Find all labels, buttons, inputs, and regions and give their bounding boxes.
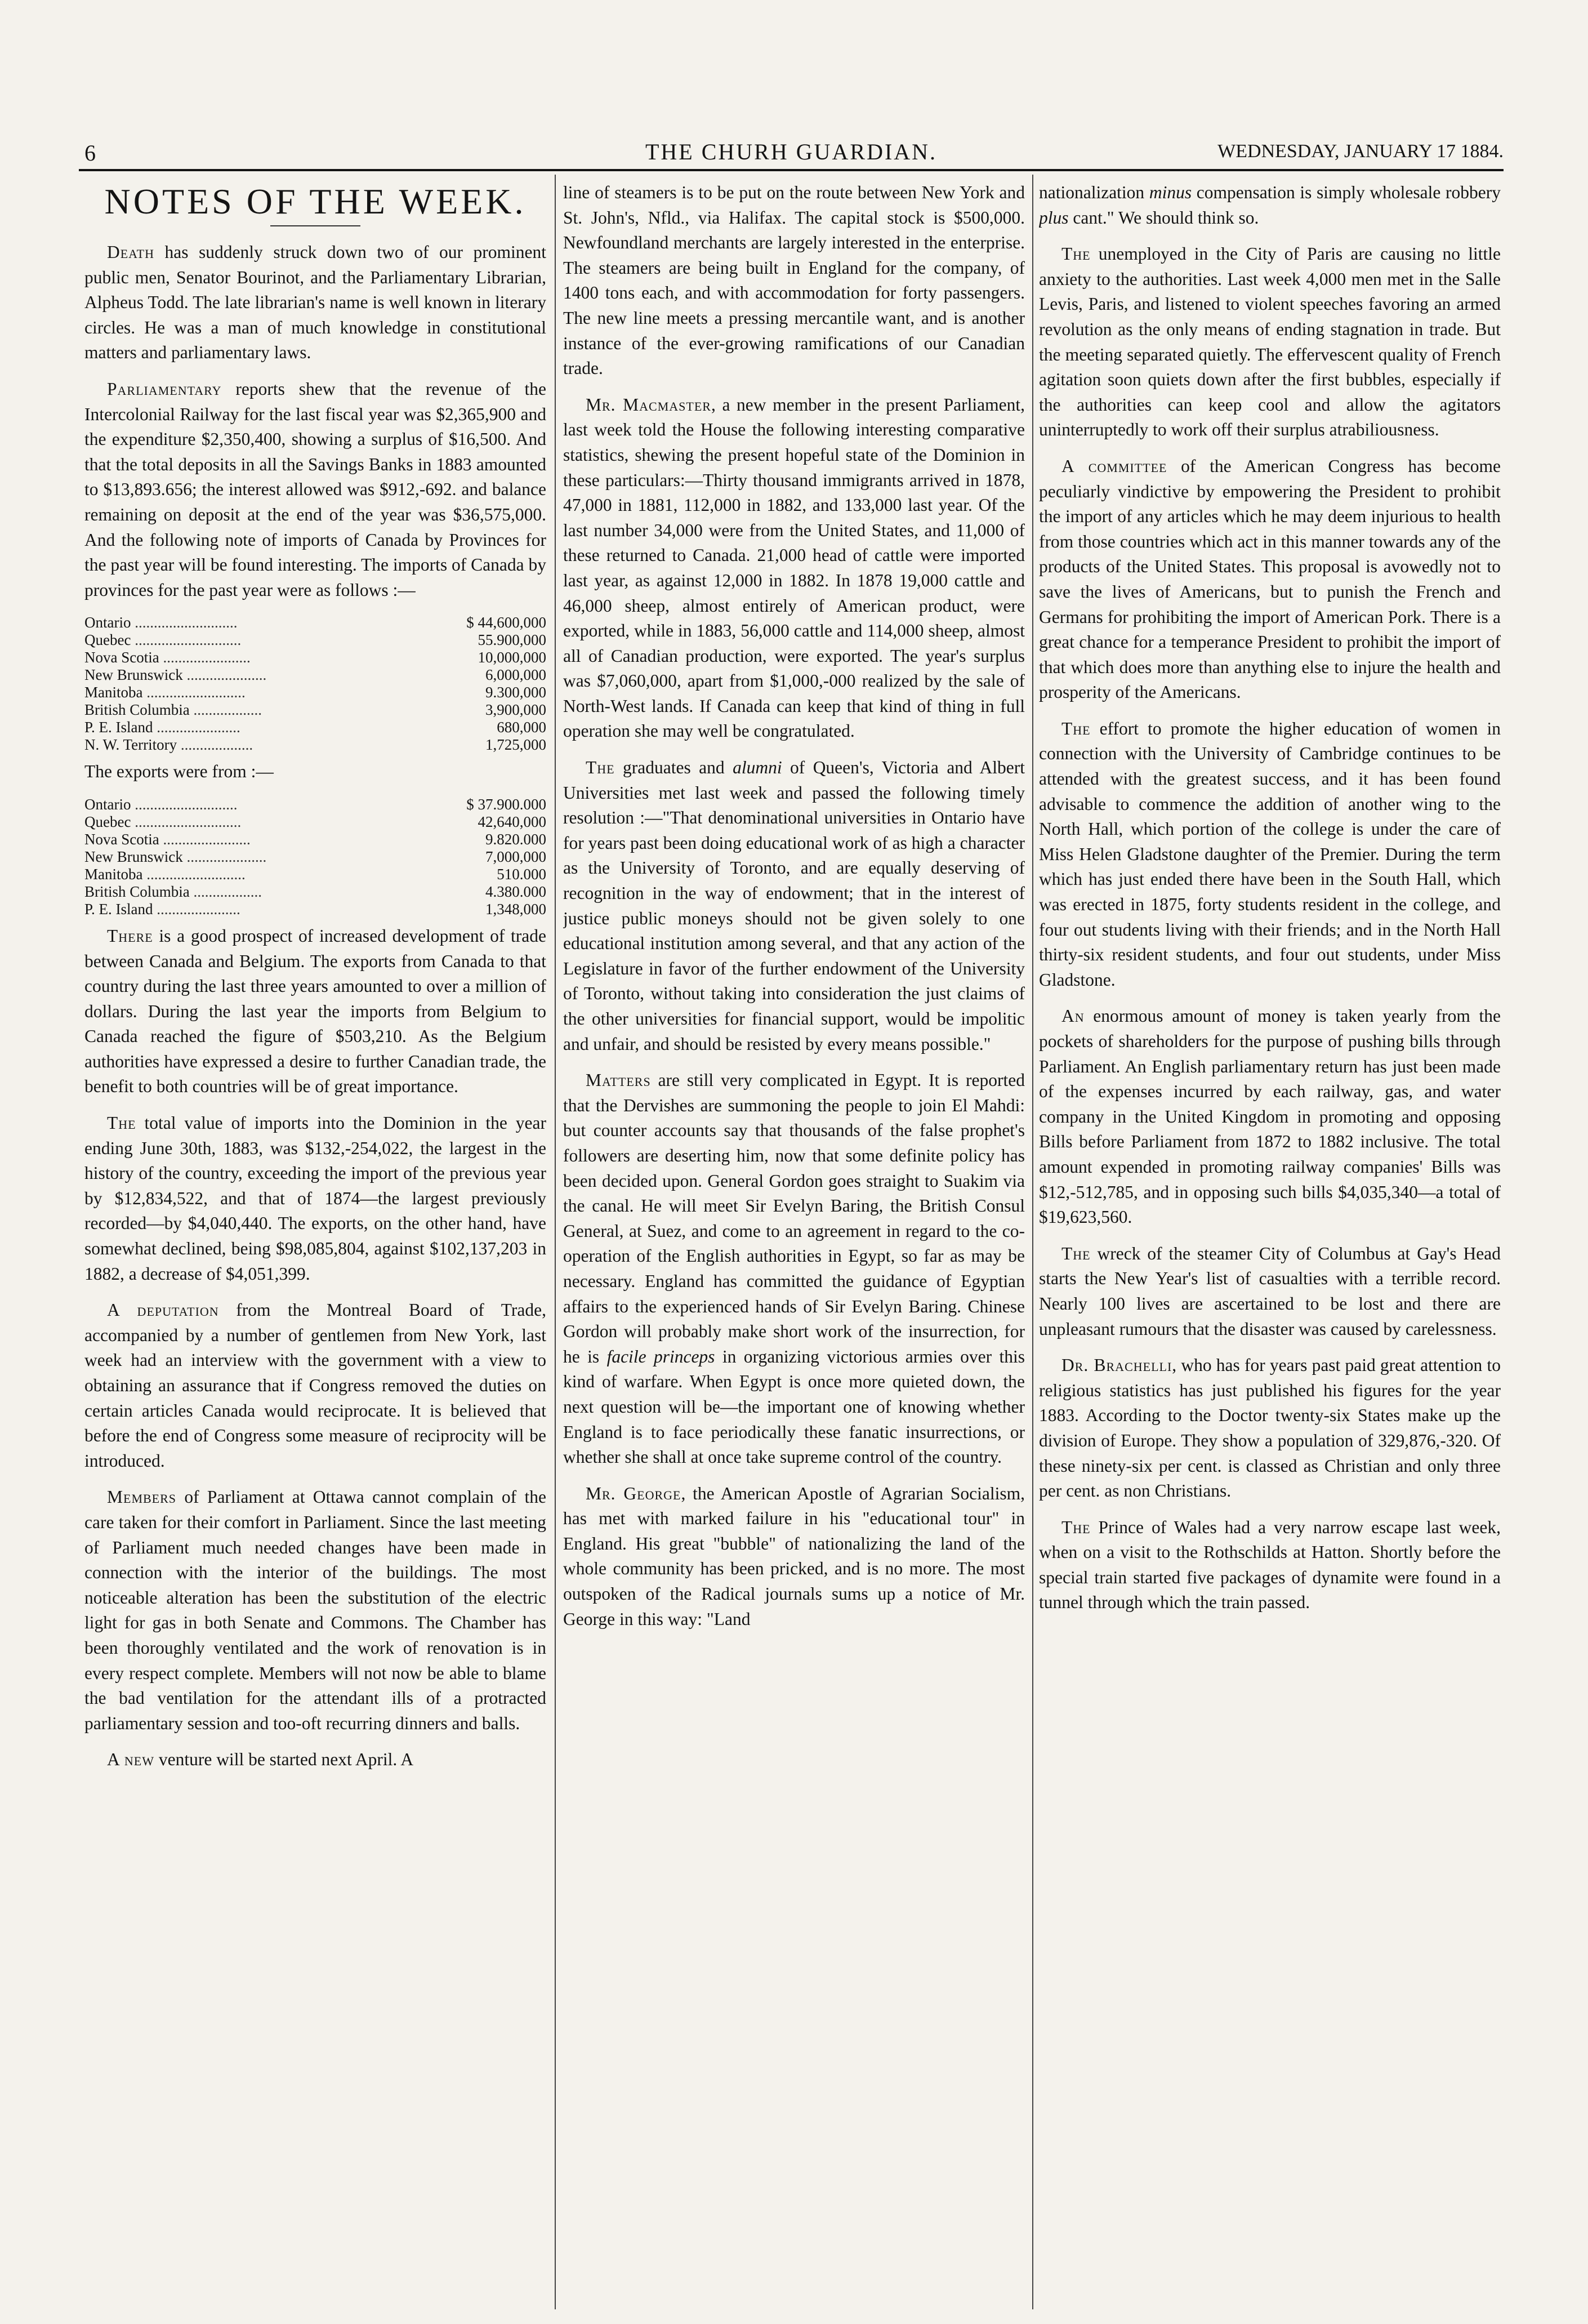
province-name: Quebec ............................: [84, 631, 242, 649]
imports-table: [84, 614, 546, 754]
province-value: 42,640,000: [478, 813, 546, 830]
article-paragraph: The unemployed in the City of Paris are causing no little anxiety to the authorities. Last week 4,000 men met in the Salle Levis, Paris, and listened to violent speeches favoring an armed revolution as the only means of ending stagnation in trade. But the meeting separated quietly. The effervescent quality of French agitation soon quiets down after the first bubbles, especially if the authorities can keep cool and allow the agitators uninterruptedly to work off their surplus atrabiliousness.: [1039, 244, 1501, 440]
province-name: Manitoba ..........................: [84, 684, 246, 701]
table-row: [84, 831, 546, 848]
article-paragraph: An enormous amount of money is taken yearly from the pockets of shareholders for the purpose of pushing bills through Parliament. An English parliamentary return has just been made of the expenses incurred by each railway, gas, and water company in the United Kingdom in promoting and opposing Bills before Parliament from 1872 to 1882 inclusive. The total amount expended in promoting railway companies' Bills was $12,-512,785, and in opposing such bills $4,035,340—a total of $19,623,560.: [1039, 1006, 1501, 1227]
province-value: 55.900,000: [478, 631, 546, 649]
exports-table: [84, 796, 546, 918]
article-paragraph: The Prince of Wales had a very narrow escape last week, when on a visit to the Rothschilds at Hatton. Shortly before the special train started five packages of dynamite were found in a tunnel through which the train passed.: [1039, 1517, 1501, 1613]
page-number: 6: [84, 140, 96, 166]
leader-dots: ......................: [153, 719, 240, 736]
province-value: 10,000,000: [478, 649, 546, 666]
leader-dots: ......................: [153, 900, 240, 918]
article-paragraph: line of steamers is to be put on the route between New York and St. John's, Nfld., via Halifax. The capital stock is $500,000. Newfoundland merchants are largely interested in the enterprise. The steamers are being built in England for the company, of 1400 tons each, and with accommodation for forty passengers. The new line meets a pressing mercantile want, and is another instance of the ever-growing ramifications of our Canadian trade.: [563, 182, 1025, 379]
article-paragraph: Dr. Brachelli, who has for years past paid great attention to religious statistics has just published his figures for the year 1883. According to the Doctor twenty-six States make up the division of Europe. They show a population of 329,876,-320. Of these ninety-six per cent. is classed as Christian and only three per cent. as non Christians.: [1039, 1355, 1501, 1501]
province-name: Ontario ...........................: [84, 795, 238, 813]
province-name: New Brunswick .....................: [84, 848, 267, 865]
province-name: P. E. Island ......................: [84, 900, 240, 918]
province-name: N. W. Territory ...................: [84, 736, 253, 754]
leader-dots: ...........................: [131, 614, 238, 631]
article-paragraph: nationalization minus compensation is simply wholesale robbery plus cant." We should think so.: [1039, 182, 1501, 228]
article-paragraph: Matters are still very complicated in Egypt. It is reported that the Dervishes are summoning the people to join El Mahdi: but counter accounts say that thousands of the false prophet's followers are deserting him, now that some definite policy has been decided upon. General Gordon goes straight to Suakim via the canal. He will meet Sir Evelyn Baring, the British Consul General, at Suez, and come to an agreement in regard to the co-operation of the English authorities in Egypt, so far as may be necessary. England has committed the guidance of Egyptian affairs to the experienced hands of Sir Evelyn Baring. Chinese Gordon will probably make short work of the insurrection, for he is facile princeps in organizing victorious armies over this kind of warfare. When Egypt is once more quieted down, the next question will be—the important one of knowing whether England is to face periodically these fanatic insurrections, or whether she shall at once take supreme control of the country.: [563, 1070, 1025, 1467]
table-row: [84, 649, 546, 666]
province-value: 7,000,000: [485, 848, 546, 865]
province-name: Manitoba ..........................: [84, 865, 246, 883]
leader-dots: ............................: [131, 813, 242, 830]
issue-date: WEDNESDAY, JANUARY 17 1884.: [1217, 141, 1504, 162]
province-value: 6,000,000: [485, 666, 546, 684]
province-name: P. E. Island ......................: [84, 719, 240, 736]
province-value: 4.380.000: [485, 883, 546, 900]
province-value: 9.300,000: [485, 684, 546, 701]
leader-dots: ..........................: [142, 865, 246, 883]
article-paragraph: The graduates and alumni of Queen's, Victoria and Albert Universities met last week and passed the following timely resolution :—"That denominational universities in Ontario have for years past been doing educational work of as high a character as the University of Toronto, and are equally deserving of recognition in the way of endowment; that in the interest of justice public moneys should not be given solely to one educational institution among several, and that any action of the Legislature in favor of the further endowment of the University of Toronto, without taking into consideration the just claims of the other universities for financial support, would be impolitic and unfair, and should be resisted by every means possible.": [563, 758, 1025, 1054]
column-divider: [1032, 175, 1033, 2309]
article-paragraph: Mr. Macmaster, a new member in the present Parliament, last week told the House the following interesting comparative statistics, shewing the present hopeful state of the Dominion in these particulars:—Thirty thousand immigrants arrived in 1878, 47,000 in 1881, 112,000 in 1882, and 133,000 last year. Of the last number 34,000 were from the United States, and 11,000 of these returned to Canada. 21,000 head of cattle were imported last year, as against 12,000 in 1882. In 1878 19,000 cattle and 46,000 sheep, almost entirely of American product, were exported, while in 1883, 56,000 cattle and 114,000 sheep, almost all of Canadian production, were exported. The year's surplus was $7,060,000, apart from $1,000,-000 realized by the sale of North-West lands. If Canada can keep that kind of thing in full operation she may well be congratulated.: [563, 394, 1025, 741]
province-value: $ 44,600,000: [466, 614, 546, 631]
leader-dots: ..........................: [142, 684, 246, 701]
article-paragraph: Parliamentary reports shew that the revenue of the Intercolonial Railway for the last fiscal year was $2,365,900 and the expenditure $2,350,400, showing a surplus of $16,500. And that the total deposits in all the Savings Banks in 1883 amounted to $13,893.656; the interest allowed was $912,-692. and balance remaining on deposit at the end of the year was $36,575,000. And the following note of imports of Canada by Provinces for the past year will be found interesting. The imports of Canada by provinces for the past year were as follows :—: [84, 379, 546, 600]
province-name: New Brunswick .....................: [84, 666, 267, 684]
province-value: 1,725,000: [485, 736, 546, 754]
article-paragraph: Death has suddenly struck down two of our prominent public men, Senator Bourinot, and the Parliamentary Librarian, Alpheus Todd. The late librarian's name is well known in literary circles. He was a man of much knowledge in constitutional matters and parliamentary laws.: [84, 242, 546, 363]
newspaper-title: THE CHURH GUARDIAN.: [645, 139, 938, 164]
province-value: 1,348,000: [485, 900, 546, 918]
article-paragraph: A committee of the American Congress has become peculiarly vindictive by empowering the President to prohibit the import of any articles which he may deem injurious to health from those countries which act in this manner towards any of the products of the United States. This proposal is avowedly not to save the lives of Americans, but to punish the French and Germans for prohibiting the import of American Pork. There is a great chance for a temperance President to prohibit the import of that which does more than anything else to injure the health and prosperity of the Americans.: [1039, 456, 1501, 702]
province-value: 680,000: [497, 719, 546, 736]
province-name: Quebec ............................: [84, 813, 242, 830]
province-name: Nova Scotia .......................: [84, 830, 251, 848]
heading-rule: [270, 225, 360, 226]
section-heading: NOTES OF THE WEEK.: [104, 181, 527, 221]
leader-dots: .....................: [182, 666, 267, 684]
table-row: [84, 901, 546, 918]
page-header: [79, 135, 1504, 169]
table-row: [84, 883, 546, 901]
article-paragraph: A deputation from the Montreal Board of Trade, accompanied by a number of gentlemen from New York, last week had an interview with the government with a view to obtaining an assurance that if Congress removed the duties on certain articles Canada would reciprocate. It is believed that before the end of Congress some measure of reciprocity will be introduced.: [84, 1300, 546, 1471]
article-paragraph: The total value of imports into the Dominion in the year ending June 30th, 1883, was $132,-254,022, the largest in the history of the country, exceeding the import of the previous year by $12,834,522, and that of 1874—the largest previously recorded—by $4,040,440. The exports, on the other hand, have somewhat declined, being $98,085,804, against $102,137,203 in 1882, a decrease of $4,051,399.: [84, 1113, 546, 1284]
province-name: British Columbia ..................: [84, 883, 262, 900]
leader-dots: ..................: [189, 701, 262, 719]
table-row: [84, 684, 546, 701]
province-name: Nova Scotia .......................: [84, 649, 251, 666]
table-row: [84, 813, 546, 831]
table-row: [84, 614, 546, 631]
article-paragraph: The effort to promote the higher education of women in connection with the University of Cambridge continues to be attended with the greatest success, and it has been found advisable to commence the addition of another wing to the North Hall, which portion of the college is under the care of Miss Helen Gladstone daughter of the Premier. During the term which has just ended there have been in the South Hall, which was erected in 1875, forty students resident in the college, and four out students living with their friends; and in the North Hall thirty-six resident students, and four out students, under Miss Gladstone.: [1039, 718, 1501, 990]
province-value: 9.820.000: [485, 830, 546, 848]
leader-dots: ............................: [131, 631, 242, 649]
leader-dots: ..................: [189, 883, 262, 900]
table-row: [84, 631, 546, 649]
province-value: 510.000: [497, 865, 546, 883]
province-value: $ 37.900.000: [466, 795, 546, 813]
article-paragraph: The wreck of the steamer City of Columbus at Gay's Head starts the New Year's list of casualties with a terrible record. Nearly 100 lives are ascertained to be lost and there are unpleasant rumours that the disaster was caused by carelessness.: [1039, 1243, 1501, 1339]
leader-dots: ...........................: [131, 795, 238, 813]
column-3: [1039, 180, 1501, 2304]
leader-dots: .....................: [182, 848, 267, 865]
table-row: [84, 848, 546, 866]
header-rule: [79, 169, 1504, 171]
table-row: [84, 719, 546, 736]
province-value: 3,900,000: [485, 701, 546, 719]
column-1: [84, 180, 546, 2304]
province-name: British Columbia ..................: [84, 701, 262, 719]
article-paragraph: Mr. George, the American Apostle of Agrarian Socialism, has met with marked failure in his "educational tour" in England. His great "bubble" of nationalizing the land of the whole community has been pricked, and is no more. The most outspoken of the Radical journals sums up a notice of Mr. George in this way: "Land: [563, 1483, 1025, 1629]
leader-dots: ...................: [177, 736, 253, 754]
exports-intro: The exports were from :—: [84, 762, 274, 782]
article-paragraph: There is a good prospect of increased development of trade between Canada and Belgium. The exports from Canada to that country during the last three years amounted to over a million of dollars. During the last year the imports from Belgium to Canada reached the figure of $503,210. As the Belgium authorities have expressed a desire to further Canadian trade, the benefit to both countries will be of great importance.: [84, 925, 546, 1097]
column-2: [563, 180, 1025, 2304]
province-name: Ontario ...........................: [84, 614, 238, 631]
leader-dots: .......................: [159, 830, 251, 848]
table-row: [84, 866, 546, 883]
column-divider: [555, 175, 556, 2309]
table-row: [84, 701, 546, 719]
table-row: [84, 796, 546, 813]
table-row: [84, 736, 546, 754]
article-paragraph: A new venture will be started next April. A: [107, 1749, 414, 1770]
table-row: [84, 666, 546, 684]
leader-dots: .......................: [159, 649, 251, 666]
article-paragraph: Members of Parliament at Ottawa cannot complain of the care taken for their comfort in Parliament. Since the last meeting of Parliament much needed changes have been made in connection with the interior of the buildings. The most noticeable alteration has been the substitution of the electric light for gas in both Senate and Commons. The Chamber has been thoroughly ventilated and the work of renovation is in every respect complete. Members will not now be able to blame the bad ventilation for the attendant ills of a protracted parliamentary session and too-oft recurring dinners and balls.: [84, 1487, 546, 1733]
